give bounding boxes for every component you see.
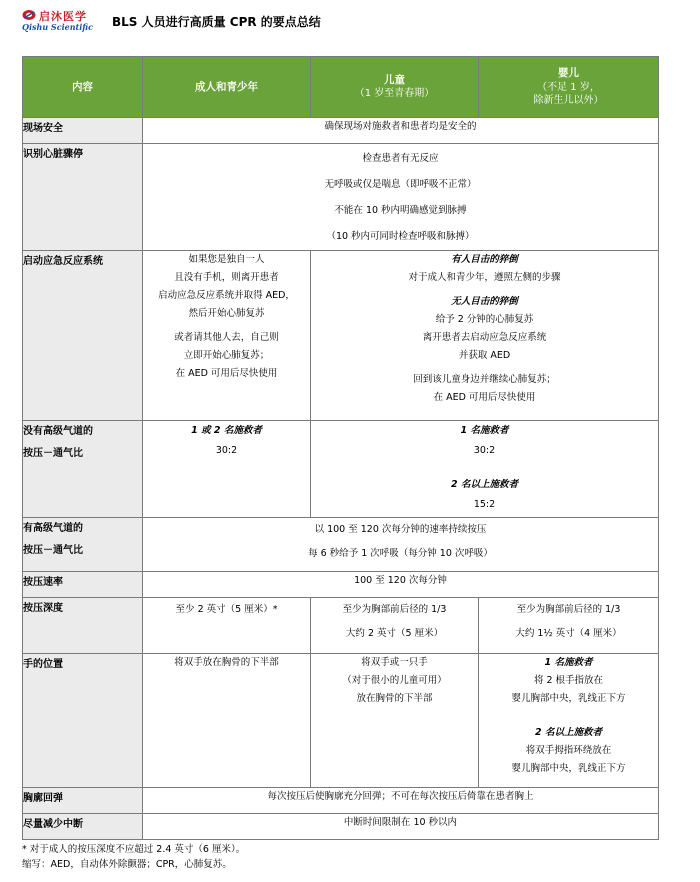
page-title: BLS 人员进行高质量 CPR 的要点总结 [112,15,321,29]
row-label-recognition: 识别心脏骤停 [23,144,143,251]
header-infant: 婴儿 （不足 1 岁， 除新生儿以外） [479,57,659,118]
row-label-activation: 启动应急反应系统 [23,251,143,421]
table-row [23,598,659,654]
ratio-no-airway-child-infant: 1 名施救者 30:2 2 名以上施救者 15:2 [311,421,659,518]
table-row [23,251,659,421]
table-row [23,814,659,840]
rate-text: 100 至 120 次每分钟 [143,572,659,598]
table-header-row [23,57,659,118]
hands-child: 将双手或一只手 （对于很小的儿童可用） 放在胸骨的下半部 [311,654,479,788]
row-label-recoil: 胸廓回弹 [23,788,143,814]
brand-logo [22,8,104,38]
interruptions-text: 中断时间限制在 10 秒以内 [143,814,659,840]
header-infant-age-1: （不足 1 岁， [537,81,600,93]
hands-adult: 将双手放在胸骨的下半部 [143,654,311,788]
row-label-rate: 按压速率 [23,572,143,598]
scene-safety-text: 确保现场对施救者和患者均是安全的 [143,118,659,144]
row-label-ratio-airway: 有高级气道的 按压－通气比 [23,518,143,572]
table-row [23,421,659,518]
header-child: 儿童 （1 岁至青春期） [311,57,479,118]
recognition-text: 检查患者有无反应 无呼吸或仅是喘息（即呼吸不正常） 不能在 10 秒内明确感觉到脉搏 （10 秒内可同时检查呼吸和脉搏） [143,144,659,251]
ratio-no-airway-adult: 1 或 2 名施救者 30:2 [143,421,311,518]
table-row [23,654,659,788]
depth-infant: 至少为胸部前后径的 1/3 大约 1½ 英寸（4 厘米） [479,598,659,654]
header-content: 内容 [23,57,143,118]
activation-adult: 如果您是独自一人 且没有手机，则离开患者 启动应急反应系统并取得 AED， 然后开始心肺复苏 或者请其他人去，自己则 立即开始心肺复苏； 在 AED 可用后尽快使用 [143,251,311,421]
logo-icon [22,9,36,21]
hands-infant: 1 名施救者 将 2 根手指放在 婴儿胸部中央，乳线正下方 2 名以上施救者 将双手拇指环绕放在 婴儿胸部中央，乳线正下方 [479,654,659,788]
table-row [23,144,659,251]
header-infant-age-2: 除新生儿以外） [533,95,604,107]
page-header [22,8,682,40]
depth-child: 至少为胸部前后径的 1/3 大约 2 英寸（5 厘米） [311,598,479,654]
brand-name-en: Qishu Scientific [22,22,93,32]
depth-adult: 至少 2 英寸（5 厘米）* [143,598,311,654]
row-label-hands: 手的位置 [23,654,143,788]
table-row [23,572,659,598]
ratio-airway-text: 以 100 至 120 次每分钟的速率持续按压 每 6 秒给予 1 次呼吸（每分钟 10 次呼吸） [143,518,659,572]
header-adult: 成人和青少年 [143,57,311,118]
header-child-age: （1 岁至青春期） [354,88,435,100]
footnote-depth: * 对于成人的按压深度不应超过 2.4 英寸（6 厘米）。 [22,844,246,855]
footnote-abbreviations: 缩写：AED，自动体外除颤器；CPR，心肺复苏。 [22,859,232,870]
row-label-scene-safety: 现场安全 [23,118,143,144]
table-row [23,118,659,144]
row-label-interruptions: 尽量减少中断 [23,814,143,840]
bls-summary-table [22,56,659,840]
brand-name-cn: 启沐医学 [39,10,87,23]
table-row [23,788,659,814]
table-row [23,518,659,572]
row-label-depth: 按压深度 [23,598,143,654]
footnotes [22,842,245,872]
recoil-text: 每次按压后使胸廓充分回弹；不可在每次按压后倚靠在患者胸上 [143,788,659,814]
row-label-ratio-no-airway: 没有高级气道的 按压－通气比 [23,421,143,518]
activation-child-infant: 有人目击的猝倒 对于成人和青少年，遵照左侧的步骤 无人目击的猝倒 给予 2 分钟的心肺复苏 离开患者去启动应急反应系统 并获取 AED 回到该儿童身边并继续心肺复苏； 在 AED 可用后尽快使用 [311,251,659,421]
